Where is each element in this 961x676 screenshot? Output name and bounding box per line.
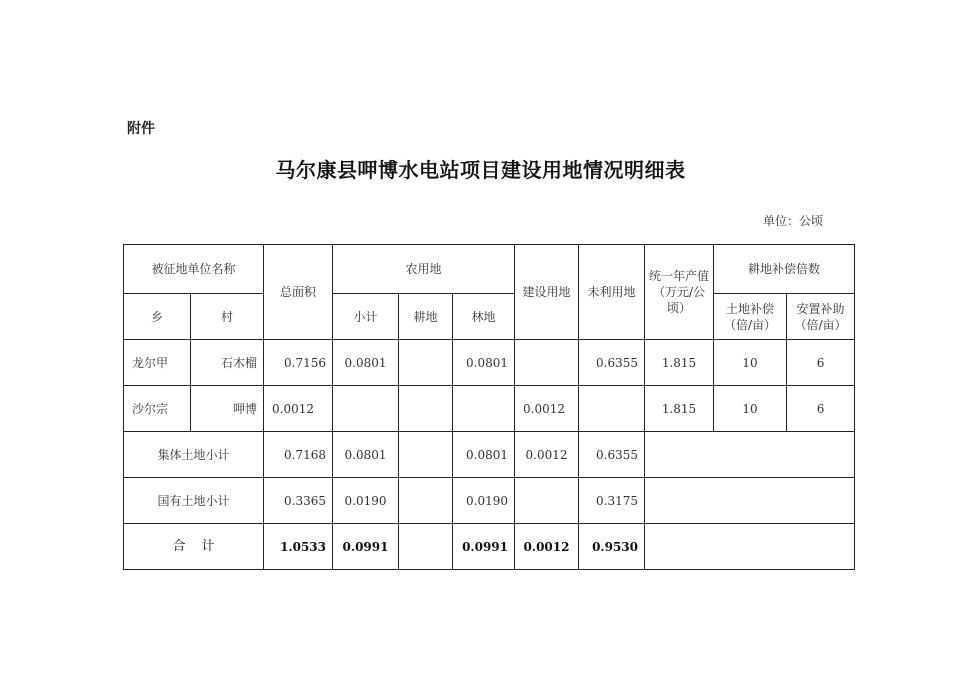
grand-total-construction: 0.0012 [515, 524, 579, 570]
header-unused: 未利用地 [579, 245, 645, 340]
grand-total-total: 1.0533 [264, 524, 333, 570]
cell-cultivated [399, 340, 453, 386]
header-township: 乡 [124, 294, 191, 340]
grand-total-cultivated [399, 524, 453, 570]
cell-output: 1.815 [645, 386, 714, 432]
cell-township: 沙尔宗 [124, 386, 191, 432]
cell-village: 呷博 [191, 386, 264, 432]
header-land-comp: 土地补偿（倍/亩） [714, 294, 787, 340]
header-multiple-group: 耕地补偿倍数 [714, 245, 855, 294]
state-blank [645, 478, 855, 524]
state-subtotal-row [124, 478, 855, 524]
state-unused: 0.3175 [579, 478, 645, 524]
cell-total: 0.0012 [264, 386, 333, 432]
cell-construction [515, 340, 579, 386]
collective-label: 集体土地小计 [124, 432, 264, 478]
land-use-table [123, 244, 855, 570]
collective-subtotal: 0.0801 [333, 432, 399, 478]
collective-blank [645, 432, 855, 478]
cell-forest [453, 386, 515, 432]
header-subtotal: 小计 [333, 294, 399, 340]
cell-resettle: 6 [787, 340, 855, 386]
annex-label: 附件 [127, 121, 155, 137]
cell-unused [579, 386, 645, 432]
grand-total-blank [645, 524, 855, 570]
header-row-1 [124, 245, 855, 294]
cell-township: 龙尔甲 [124, 340, 191, 386]
state-label: 国有土地小计 [124, 478, 264, 524]
table-row [124, 386, 855, 432]
collective-unused: 0.6355 [579, 432, 645, 478]
state-total: 0.3365 [264, 478, 333, 524]
state-forest: 0.0190 [453, 478, 515, 524]
cell-land-comp: 10 [714, 340, 787, 386]
table-row [124, 340, 855, 386]
collective-cultivated [399, 432, 453, 478]
grand-total-unused: 0.9530 [579, 524, 645, 570]
cell-construction: 0.0012 [515, 386, 579, 432]
state-subtotal: 0.0190 [333, 478, 399, 524]
cell-unused: 0.6355 [579, 340, 645, 386]
cell-forest: 0.0801 [453, 340, 515, 386]
header-resettle: 安置补助（倍/亩） [787, 294, 855, 340]
collective-subtotal-row [124, 432, 855, 478]
state-construction [515, 478, 579, 524]
grand-total-row [124, 524, 855, 570]
cell-total: 0.7156 [264, 340, 333, 386]
header-village: 村 [191, 294, 264, 340]
grand-total-label: 合计 [124, 524, 264, 570]
collective-forest: 0.0801 [453, 432, 515, 478]
header-construction: 建设用地 [515, 245, 579, 340]
header-forest: 林地 [453, 294, 515, 340]
cell-output: 1.815 [645, 340, 714, 386]
header-unit-name: 被征地单位名称 [124, 245, 264, 294]
collective-total: 0.7168 [264, 432, 333, 478]
header-annual-output: 统一年产值（万元/公顷） [645, 245, 714, 340]
unit-label: 单位：公顷 [762, 214, 823, 228]
cell-cultivated [399, 386, 453, 432]
cell-land-comp: 10 [714, 386, 787, 432]
cell-subtotal: 0.0801 [333, 340, 399, 386]
grand-total-forest: 0.0991 [453, 524, 515, 570]
header-row-2 [124, 294, 855, 340]
cell-village: 石木榴 [191, 340, 264, 386]
document-title: 马尔康县呷博水电站项目建设用地情况明细表 [275, 158, 686, 182]
header-agri-land: 农用地 [333, 245, 515, 294]
header-cultivated: 耕地 [399, 294, 453, 340]
cell-subtotal [333, 386, 399, 432]
cell-resettle: 6 [787, 386, 855, 432]
grand-total-subtotal: 0.0991 [333, 524, 399, 570]
header-total-area: 总面积 [264, 245, 333, 340]
collective-construction: 0.0012 [515, 432, 579, 478]
state-cultivated [399, 478, 453, 524]
